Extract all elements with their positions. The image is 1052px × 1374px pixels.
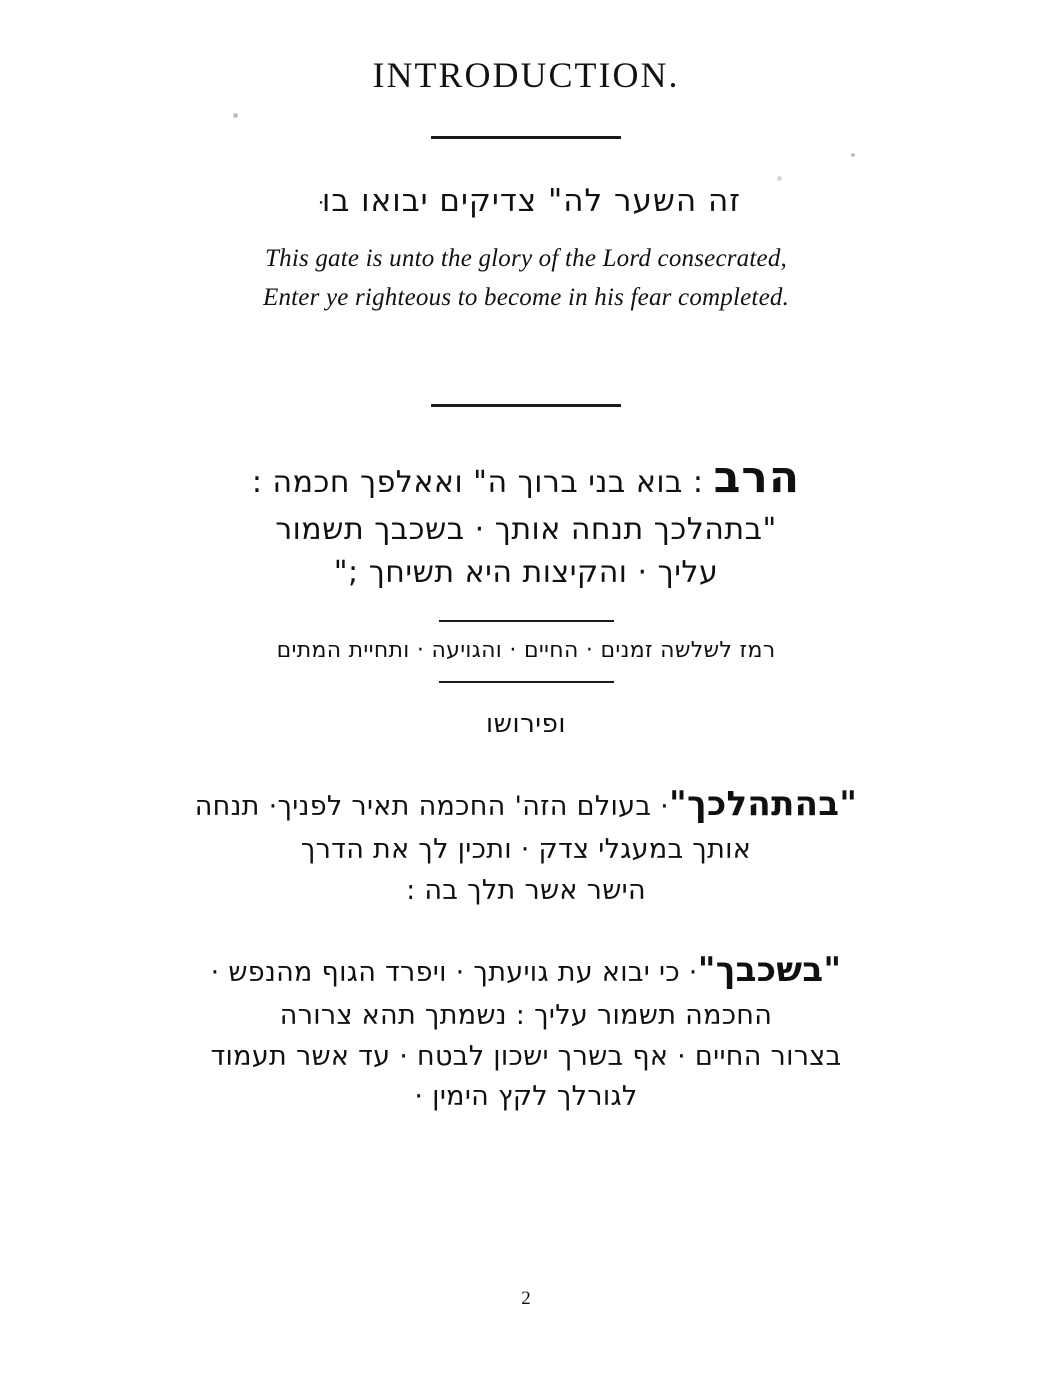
divider-verse bbox=[439, 620, 614, 622]
epigraph-english bbox=[60, 240, 992, 318]
verse-line-1-rest: : בוא בני ברוך ה" ואאלפך חכמה : bbox=[251, 464, 704, 500]
commentary-paragraph-line: לגורלך לקץ הימין · bbox=[414, 1081, 638, 1113]
divider-top bbox=[431, 136, 621, 139]
verse-note: רמז לשלשה זמנים · החיים · והגויעה · ותחיית המתים bbox=[276, 638, 776, 664]
commentary-paragraph-line: הישר אשר תלך בה : bbox=[406, 874, 646, 906]
paper-speck bbox=[777, 176, 782, 181]
verse-line-1 bbox=[60, 447, 992, 509]
verse-line-2: "בתהלכך תנחה אותך · בשכבך תשמור bbox=[275, 512, 777, 548]
commentary-paragraph bbox=[60, 945, 992, 1118]
verse-opening-word: הרב bbox=[713, 451, 801, 503]
page-title: INTRODUCTION. bbox=[372, 55, 680, 95]
commentary-text: · כי יבוא עת גויעתך · ויפרד הגוף מהנפש · bbox=[210, 957, 698, 989]
commentary-text: · בעולם הזה' החכמה תאיר לפניך· תנחה bbox=[194, 791, 670, 823]
paper-speck bbox=[851, 153, 855, 157]
commentary-heading: ופירושו bbox=[486, 709, 566, 740]
divider-epigraph bbox=[431, 404, 621, 407]
commentary-section bbox=[60, 779, 992, 1118]
paper-speck bbox=[233, 113, 238, 118]
epigraph-english-line-2: Enter ye righteous to become in his fear completed. bbox=[262, 283, 790, 311]
commentary-paragraph-line: החכמה תשמור עליך : נשמתך תהא צרורה bbox=[279, 1000, 773, 1032]
commentary-paragraph-line bbox=[60, 945, 992, 996]
commentary-paragraph-line bbox=[60, 779, 992, 830]
epigraph-english-line-1: This gate is unto the glory of the Lord consecrated, bbox=[265, 245, 787, 273]
commentary-lemma: "בשכבך" bbox=[697, 950, 842, 991]
commentary-lemma: "בהתהלכך" bbox=[669, 784, 858, 825]
commentary-paragraph-line: בצרור החיים · אף בשרך ישכון לבטח · עד אשר תעמוד bbox=[210, 1040, 842, 1072]
divider-note bbox=[439, 681, 614, 683]
commentary-paragraph bbox=[60, 779, 992, 911]
verse-block bbox=[60, 447, 992, 595]
verse-line-3: עליך · והקיצות היא תשיחך ;" bbox=[333, 554, 719, 590]
commentary-paragraph-line: אותך במעגלי צדק · ותכין לך את הדרך bbox=[300, 834, 752, 866]
epigraph-hebrew: זה השער לה" צדיקים יבואו בו ּ bbox=[311, 183, 741, 219]
page-number: 2 bbox=[521, 1288, 531, 1309]
